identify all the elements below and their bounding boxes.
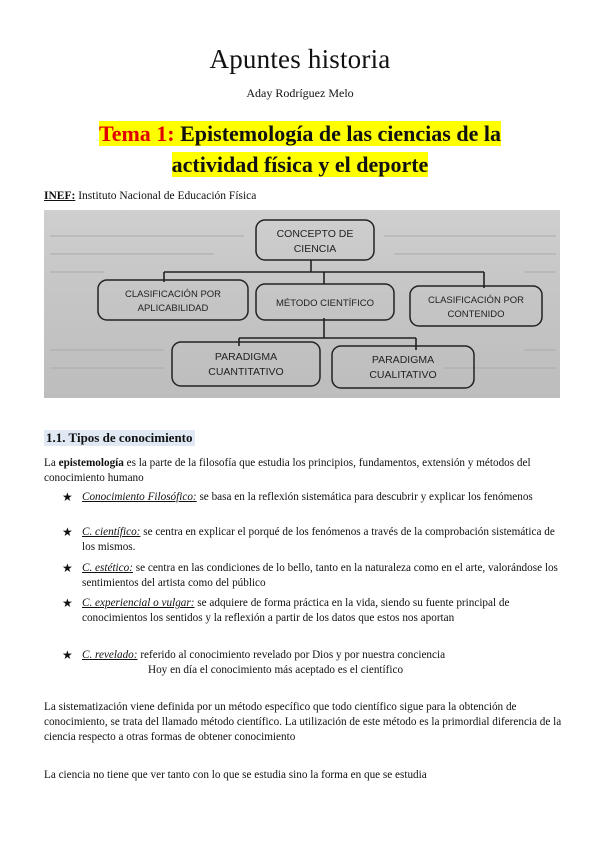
epistemologia-term: epistemología	[58, 457, 124, 469]
body-paragraph: La ciencia no tiene que ver tanto con lo que se estudia sino la forma en que se estudia	[44, 769, 427, 781]
diagram-right-line2: CONTENIDO	[447, 309, 505, 320]
diagram-bottom-left-line2: CUANTITATIVO	[208, 366, 284, 378]
inef-definition	[44, 190, 256, 202]
diagram-bottom-left-line1: PARADIGMA	[214, 351, 278, 363]
svg-text:CUALITATIVO	[369, 369, 436, 381]
star-bullet-icon: ★	[62, 490, 73, 504]
document-title: Apuntes historia	[209, 44, 391, 74]
star-bullet-icon: ★	[62, 648, 73, 662]
body-paragraph: La sistematización viene definida por un método específico que todo científico sigue para la obtención de conocimiento, se trata del llamado método científico. La utilización de este método es la primordial diferencia de la ciencia respecto a otras formas de obtener conocimiento	[44, 701, 562, 743]
svg-text:CONTENIDO	[448, 309, 505, 320]
list-item: ★ C. científico: se centra en explicar el porqué de los fenómenos a través de la comprobación sistemática de los mismos.	[62, 525, 555, 553]
diagram-right-line1: CLASIFICACIÓN POR	[427, 295, 525, 306]
diagram-middle-line1: MÉTODO CIENTÍFICO	[276, 298, 374, 309]
inef-abbr: INEF:	[44, 190, 76, 202]
diagram-root-line1: CONCEPTO DE	[276, 228, 354, 240]
diagram-bottom-right-line1: PARADIGMA	[371, 354, 435, 366]
diagram-bottom-left-box	[172, 342, 320, 386]
list-item: ★ C. estético: se centra en las condiciones de lo bello, tanto en la naturaleza como en el arte, valorándose los sentimientos del artista como del público	[62, 561, 558, 589]
note-text: Hoy en día el conocimiento más aceptado es el científico	[148, 664, 404, 676]
svg-text:CONCEPTO DE	[277, 228, 354, 240]
svg-text:CIENCIA	[294, 243, 337, 255]
diagram-bottom-right-line2: CUALITATIVO	[369, 369, 437, 381]
intro-paragraph: La epistemología es la parte de la filosofía que estudia los principios, fundamentos, extensión y métodos del conocimiento humano	[44, 457, 531, 484]
svg-text:APLICABILIDAD	[138, 303, 209, 314]
diagram-left-box	[98, 280, 248, 320]
list-item: ★ C. experiencial o vulgar: se adquiere de forma práctica en la vida, siendo su fuente principal de conocimientos los sentidos y la reflexión a partir de los datos que estos nos aportan	[62, 596, 510, 624]
svg-text:MÉTODO CIENTÍFICO	[276, 298, 374, 309]
list-item: ★ C. revelado: referido al conocimiento revelado por Dios y por nuestra conciencia	[62, 648, 446, 662]
svg-text:PARADIGMA	[215, 351, 277, 363]
svg-text:CLASIFICACIÓN POR	[125, 289, 221, 300]
topic-number: Tema 1:	[99, 121, 175, 146]
svg-text:CLASIFICACIÓN POR	[428, 295, 524, 306]
author-name: Aday Rodríguez Melo	[246, 86, 354, 100]
diagram-left-line1: CLASIFICACIÓN POR	[124, 289, 222, 300]
diagram-left-line2: APLICABILIDAD	[137, 303, 209, 314]
concept-diagram-photo	[44, 210, 560, 398]
topic-title: Epistemología de las ciencias de la actividad física y el deporte	[171, 121, 501, 177]
diagram-right-box	[410, 286, 542, 326]
list-item: ★ Conocimiento Filosófico: se basa en la reflexión sistemática para descubrir y explicar los fenómenos	[62, 490, 533, 504]
diagram-root-line2: CIENCIA	[293, 243, 337, 255]
section-heading: 1.1. Tipos de conocimiento	[46, 430, 193, 445]
star-bullet-icon: ★	[62, 525, 73, 539]
topic-heading	[60, 118, 540, 180]
svg-text:CUANTITATIVO	[208, 366, 283, 378]
svg-text:PARADIGMA	[372, 354, 434, 366]
star-bullet-icon: ★	[62, 561, 73, 575]
star-bullet-icon: ★	[62, 596, 73, 610]
inef-text: Instituto Nacional de Educación Física	[78, 190, 257, 202]
